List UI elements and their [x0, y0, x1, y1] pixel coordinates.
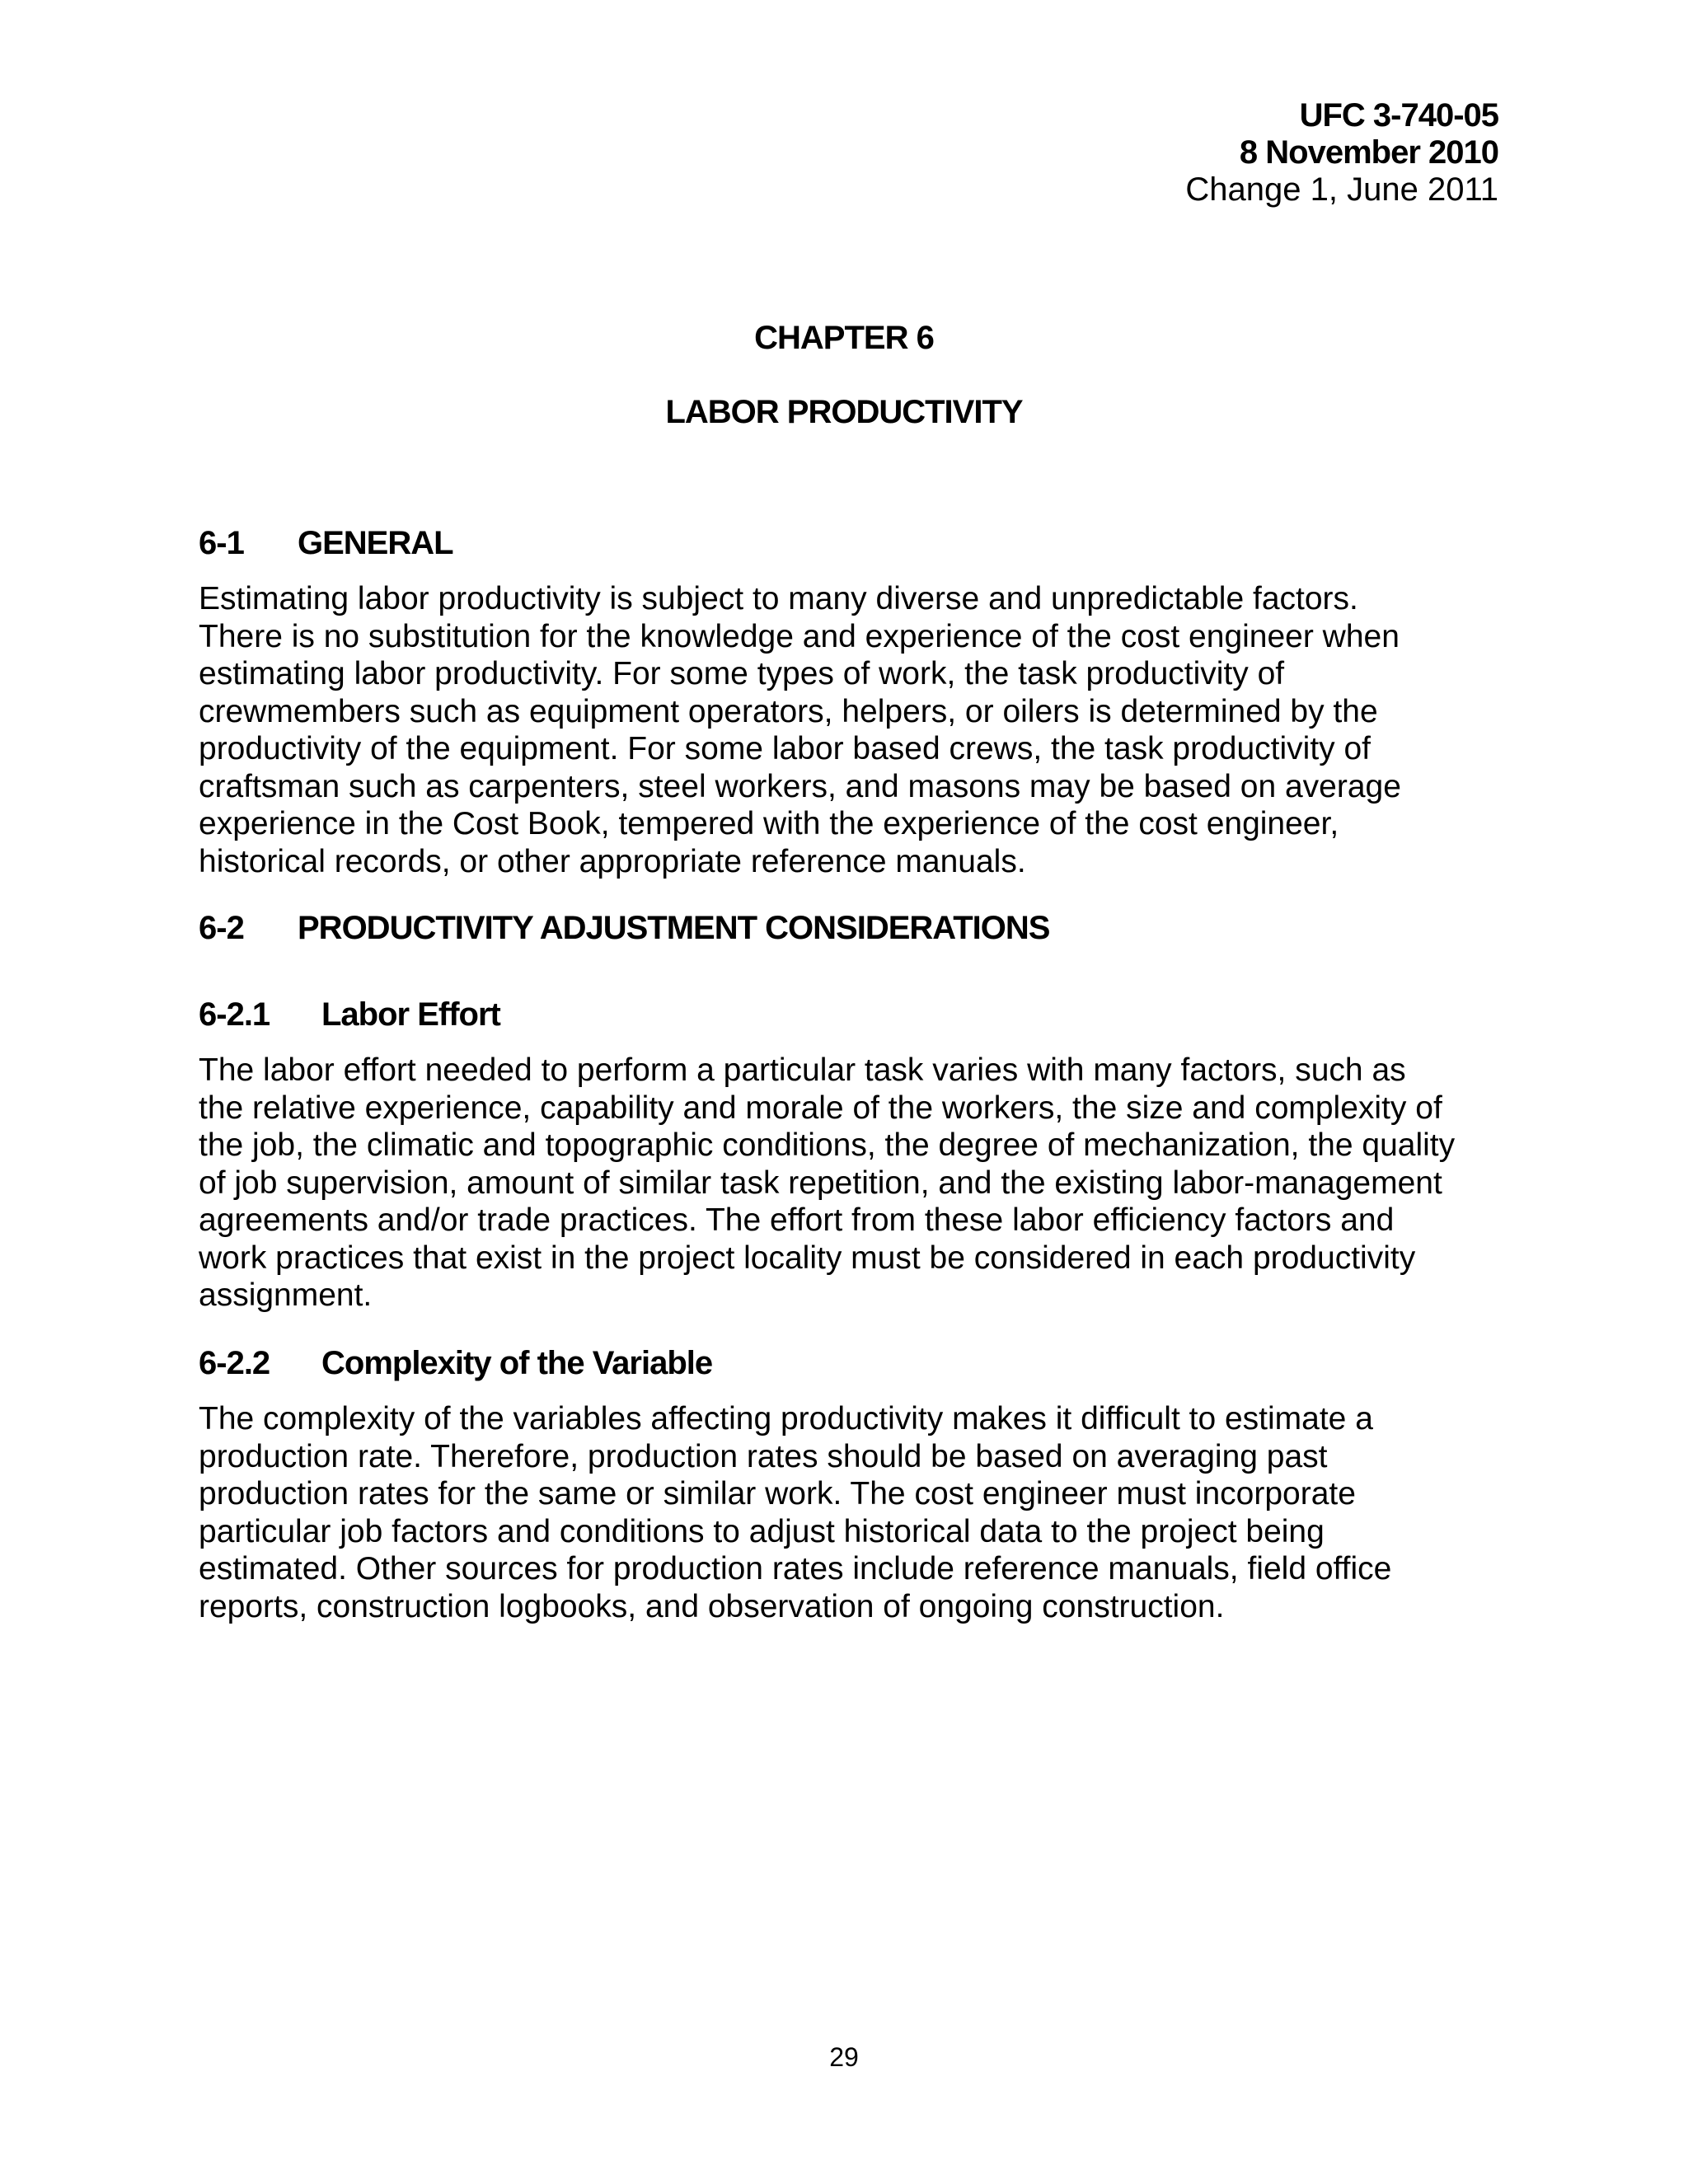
document-date: 8 November 2010: [1239, 134, 1498, 171]
section-number: 6-2: [199, 910, 244, 946]
subsection-title: Labor Effort: [321, 996, 500, 1033]
document-header: [1185, 97, 1498, 209]
subsection-number: 6-2.2: [199, 1345, 270, 1381]
chapter-title: LABOR PRODUCTIVITY: [665, 394, 1023, 430]
subsection-heading: [199, 996, 500, 1033]
subsection-title: Complexity of the Variable: [321, 1345, 713, 1381]
section-heading: [199, 910, 1049, 947]
section-heading: [199, 525, 453, 562]
section-title: GENERAL: [298, 525, 453, 561]
document-change: Change 1, June 2011: [1185, 171, 1498, 208]
subsection-body: The complexity of the variables affecting productivity makes it difficult to estimate a production rate. Therefore, production rates should be based on averaging past production rates for the same or similar work. The cost engineer must incorporate particular job factors and conditions to adjust historical data to the project being estimated. Other sources for production rates include reference manuals, field office reports, construction logbooks, and observation of ongoing construction.: [199, 1401, 1392, 1624]
section-title: PRODUCTIVITY ADJUSTMENT CONSIDERATIONS: [298, 910, 1050, 946]
chapter-number: CHAPTER 6: [754, 320, 934, 356]
subsection-heading: [199, 1345, 712, 1382]
page-number: 29: [829, 2042, 859, 2072]
document-id: UFC 3-740-05: [1299, 97, 1498, 134]
subsection-body: The labor effort needed to perform a particular task varies with many factors, such as the relative experience, capability and morale of the workers, the size and complexity of the job, the climatic and topographic conditions, the degree of mechanization, the quality of job supervision, amount of similar task repetition, and the existing labor-management agreements and/or trade practices. The effort from these labor efficiency factors and work practices that exist in the project locality must be considered in each productivity assignment.: [199, 1052, 1456, 1313]
section-body: Estimating labor productivity is subject to many diverse and unpredictable factors. There is no substitution for the knowledge and experience of the cost engineer when estimating labor productivity. For some types of work, the task productivity of crewmembers such as equipment operators, helpers, or oilers is determined by the productivity of the equipment. For some labor based crews, the task productivity of craftsman such as carpenters, steel workers, and masons may be based on average experience in the Cost Book, tempered with the experience of the cost engineer, historical records, or other appropriate reference manuals.: [199, 581, 1401, 879]
section-number: 6-1: [199, 525, 244, 561]
subsection-number: 6-2.1: [199, 996, 270, 1033]
